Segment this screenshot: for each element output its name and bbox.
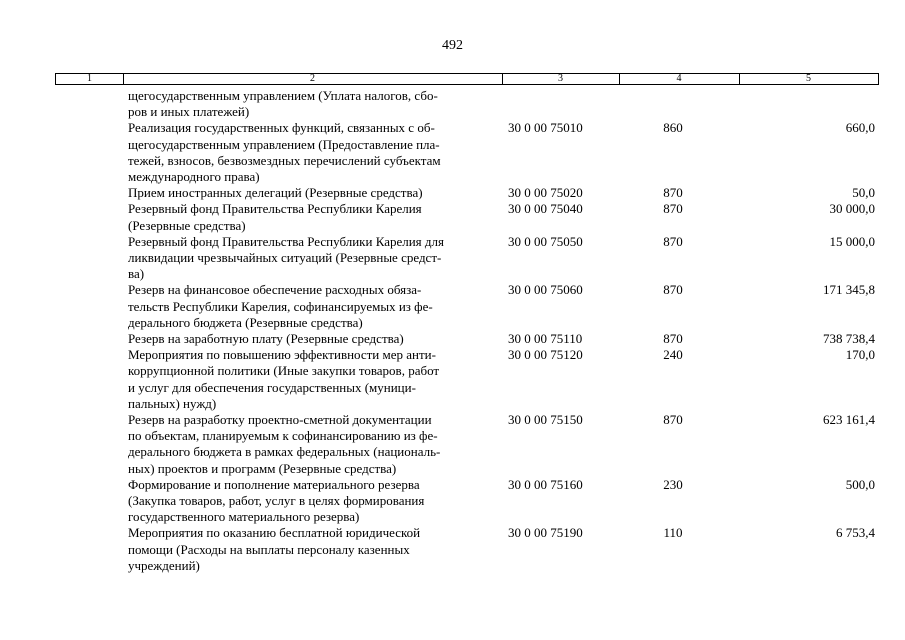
row-name-line: по объектам, планируемым к софинансированию из фе- [128, 428, 438, 444]
row-amount: 171 345,8 [823, 282, 875, 298]
row-name [128, 282, 496, 331]
row-amount: 15 000,0 [829, 233, 875, 249]
row-code: 30 0 00 75040 [508, 201, 583, 217]
table-row [0, 120, 905, 185]
row-name-line: ва) [128, 266, 145, 282]
table-row [0, 412, 905, 477]
table-header [55, 73, 879, 85]
row-amount: 660,0 [845, 120, 875, 136]
row-code: 30 0 00 75050 [508, 233, 583, 249]
row-expense-type: 230 [663, 476, 683, 492]
header-col-4: 4 [676, 73, 682, 84]
row-name-line: щегосударственным управлением (Предоставление пла- [128, 136, 440, 152]
table-row [0, 477, 905, 526]
row-name-line: Резервный фонд Правительства Республики Карелия для [128, 233, 444, 249]
row-expense-type: 870 [663, 282, 683, 298]
row-name-line: государственного материального резерва) [128, 509, 360, 525]
table-row [0, 282, 905, 331]
row-code: 30 0 00 75020 [508, 185, 583, 201]
table-row [0, 331, 905, 347]
table-body [0, 88, 905, 574]
header-col-5: 5 [806, 73, 811, 84]
row-name-line: (Закупка товаров, работ, услуг в целях формирования [128, 493, 425, 509]
page-number: 492 [442, 38, 463, 53]
row-name-line: дерального бюджета в рамках федеральных (националь- [128, 444, 441, 460]
row-name [128, 88, 496, 120]
row-name-line: Реализация государственных функций, связанных с об- [128, 120, 435, 136]
row-name-line: Формирование и пополнение материального резерва [128, 476, 420, 492]
row-name-line: тежей, взносов, безвозмездных перечислений субъектам [128, 152, 441, 168]
row-name [128, 412, 496, 477]
row-name [128, 525, 496, 574]
row-name-line: Резерв на финансовое обеспечение расходных обяза- [128, 282, 422, 298]
row-name [128, 201, 496, 233]
row-name-line: ров и иных платежей) [128, 104, 250, 120]
row-code: 30 0 00 75150 [508, 412, 583, 428]
row-expense-type: 860 [663, 120, 683, 136]
row-name-line: ликвидации чрезвычайных ситуаций (Резервные средст- [128, 250, 442, 266]
row-expense-type: 870 [663, 185, 683, 201]
row-code: 30 0 00 75060 [508, 282, 583, 298]
row-name-line: Резерв на заработную плату (Резервные средства) [128, 331, 404, 347]
row-amount: 30 000,0 [829, 201, 875, 217]
row-expense-type: 870 [663, 201, 683, 217]
row-name [128, 347, 496, 412]
row-name [128, 120, 496, 185]
table-row [0, 525, 905, 574]
row-name-line: коррупционной политики (Иные закупки товаров, работ [128, 363, 440, 379]
row-name-line: Прием иностранных делегаций (Резервные средства) [128, 185, 423, 201]
row-amount: 623 161,4 [823, 412, 875, 428]
row-amount: 6 753,4 [836, 525, 875, 541]
row-name [128, 234, 496, 283]
row-name-line: учреждений) [128, 557, 200, 573]
row-amount: 738 738,4 [823, 331, 875, 347]
row-amount: 500,0 [845, 476, 875, 492]
row-name-line: тельств Республики Карелия, софинансируемых из фе- [128, 298, 433, 314]
row-name [128, 477, 496, 526]
row-code: 30 0 00 75190 [508, 525, 583, 541]
row-code: 30 0 00 75120 [508, 347, 583, 363]
row-code: 30 0 00 75160 [508, 476, 583, 492]
row-name-line: дерального бюджета (Резервные средства) [128, 314, 363, 330]
row-name-line: ных) проектов и программ (Резервные средства) [128, 460, 397, 476]
row-name [128, 331, 496, 347]
row-name-line: Мероприятия по оказанию бесплатной юридической [128, 525, 421, 541]
row-name [128, 185, 496, 201]
row-amount: 50,0 [852, 185, 875, 201]
row-expense-type: 870 [663, 331, 683, 347]
row-name-line: и услуг для обеспечения государственных (муници- [128, 379, 416, 395]
row-name-line: пальных) нужд) [128, 395, 217, 411]
row-name-line: щегосударственным управлением (Уплата налогов, сбо- [128, 88, 438, 103]
row-name-line: Резервный фонд Правительства Республики Карелия [128, 201, 422, 217]
header-col-2: 2 [310, 73, 315, 84]
table-row [0, 234, 905, 283]
table-row [0, 185, 905, 201]
header-col-3: 3 [558, 73, 563, 84]
row-expense-type: 110 [663, 525, 683, 541]
header-col-1: 1 [87, 73, 92, 84]
row-code: 30 0 00 75110 [508, 331, 583, 347]
row-name-line: помощи (Расходы на выплаты персоналу казенных [128, 541, 410, 557]
row-name-line: Мероприятия по повышению эффективности мер анти- [128, 347, 436, 363]
row-expense-type: 870 [663, 412, 683, 428]
row-amount: 170,0 [845, 347, 875, 363]
row-name-line: Резерв на разработку проектно-сметной документации [128, 412, 432, 428]
row-name-line: (Резервные средства) [128, 217, 246, 233]
row-code: 30 0 00 75010 [508, 120, 583, 136]
row-expense-type: 240 [663, 347, 683, 363]
table-row [0, 347, 905, 412]
row-expense-type: 870 [663, 233, 683, 249]
table-row [0, 88, 905, 120]
row-name-line: международного права) [128, 169, 260, 185]
table-row [0, 201, 905, 233]
